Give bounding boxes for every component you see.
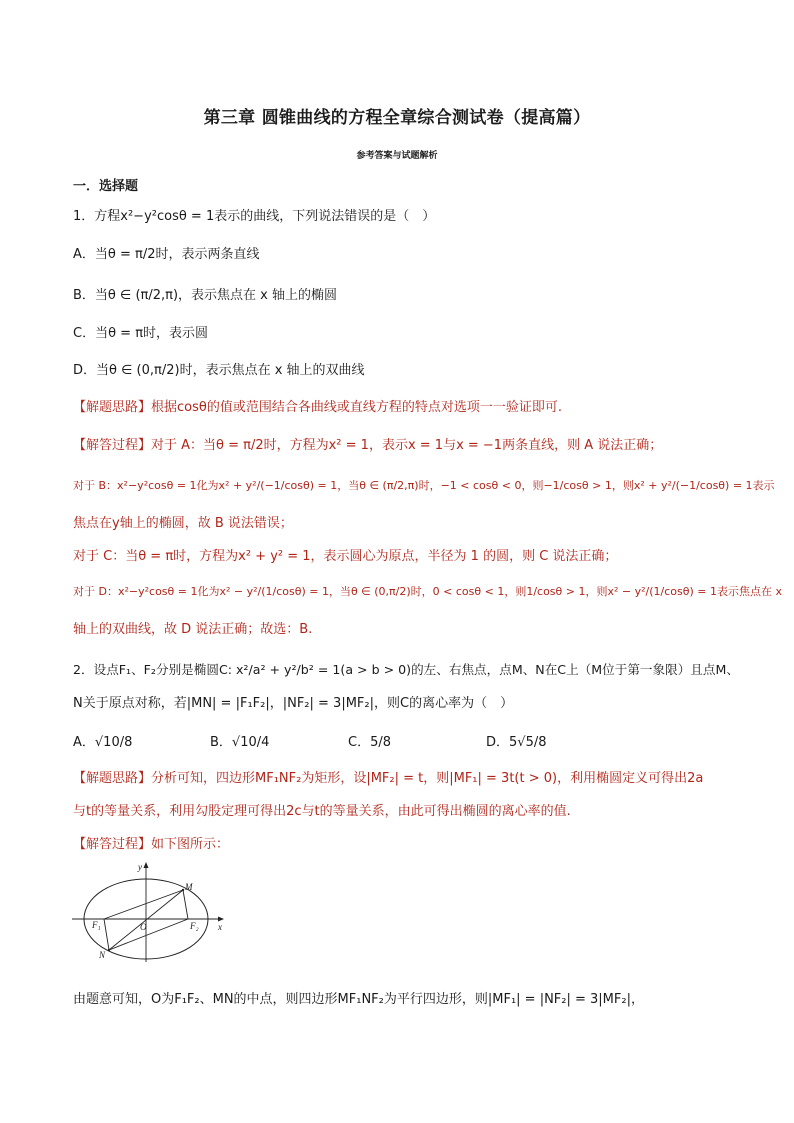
q2-option-a: A．√10/8 (73, 735, 133, 750)
q2-conclusion: 由题意可知，O为F₁F₂、MN的中点，则四边形MF₁NF₂为平行四边形，则|MF₁| = |NF₂| = 3|MF₂|， (73, 992, 644, 1007)
q2-process: 【解答过程】如下图所示： (73, 837, 230, 852)
q2-option-d: D．5√5/8 (486, 735, 547, 750)
q1-idea: 【解题思路】根据cosθ的值或范围结合各曲线或直线方程的特点对选项一一验证即可. (73, 400, 562, 415)
q1-process-c: 对于 C：当θ = π时，方程为x² + y² = 1，表示圆心为原点，半径为 1 的圆，则 C 说法正确； (73, 549, 618, 564)
section-heading: 一．选择题 (73, 179, 139, 194)
figure-label-n: N (99, 950, 106, 960)
figure-label-x: x (218, 922, 222, 932)
figure-label-f2: F₂ (190, 921, 199, 931)
q2-option-b: B．√10/4 (210, 735, 270, 750)
page-title: 第三章 圆锥曲线的方程全章综合测试卷（提高篇） (203, 108, 591, 128)
q1-process-b1: 对于 B：x²−y²cosθ = 1化为x² + y²/(−1/cosθ) = 1，当θ ∈ (π/2,π)时，−1 < cosθ < 0，则−1/cosθ > 1，则x² + y²/(−1/cosθ) = 1表示 (73, 479, 775, 492)
q1-stem: 1．方程x²−y²cosθ = 1表示的曲线，下列说法错误的是（ ） (73, 209, 436, 224)
figure-label-y: y (138, 862, 142, 872)
figure-label-f1: F₁ (92, 920, 101, 930)
q1-option-a: A．当θ = π/2时，表示两条直线 (73, 247, 260, 262)
q2-stem-1: 2．设点F₁、F₂分别是椭圆C: x²/a² + y²/b² = 1(a > b > 0)的左、右焦点，点M、N在C上（M位于第一象限）且点M、 (73, 662, 739, 677)
q1-process-d1: 对于 D：x²−y²cosθ = 1化为x² − y²/(1/cosθ) = 1，当θ ∈ (0,π/2)时，0 < cosθ < 1，则1/cosθ > 1，则x² − y²/(1/cosθ) = 1表示焦点在 x (73, 585, 782, 598)
q1-process-b2: 焦点在y轴上的椭圆，故 B 说法错误； (73, 516, 293, 531)
figure-label-o: O (140, 922, 147, 932)
q2-stem-2: N关于原点对称，若|MN| = |F₁F₂|，|NF₂| = 3|MF₂|，则C的离心率为（ ） (73, 696, 514, 711)
q2-idea-2: 与t的等量关系，利用勾股定理可得出2c与t的等量关系，由此可得出椭圆的离心率的值. (73, 804, 571, 819)
q1-process-d2: 轴上的双曲线，故 D 说法正确；故选：B. (73, 622, 313, 637)
figure-label-m: M (185, 882, 193, 892)
q1-process-a: 【解答过程】对于 A：当θ = π/2时，方程为x² = 1，表示x = 1与x = −1两条直线，则 A 说法正确； (73, 438, 663, 453)
ellipse-figure (68, 858, 234, 968)
page-subtitle: 参考答案与试题解析 (356, 151, 438, 161)
q2-option-c: C．5/8 (348, 735, 391, 750)
q1-option-d: D．当θ ∈ (0,π/2)时，表示焦点在 x 轴上的双曲线 (73, 363, 365, 378)
q1-option-c: C．当θ = π时，表示圆 (73, 326, 209, 341)
q2-idea-1: 【解题思路】分析可知，四边形MF₁NF₂为矩形，设|MF₂| = t，则|MF₁| = 3t(t > 0)，利用椭圆定义可得出2a (73, 771, 704, 786)
q1-option-b: B．当θ ∈ (π/2,π)，表示焦点在 x 轴上的椭圆 (73, 288, 337, 303)
